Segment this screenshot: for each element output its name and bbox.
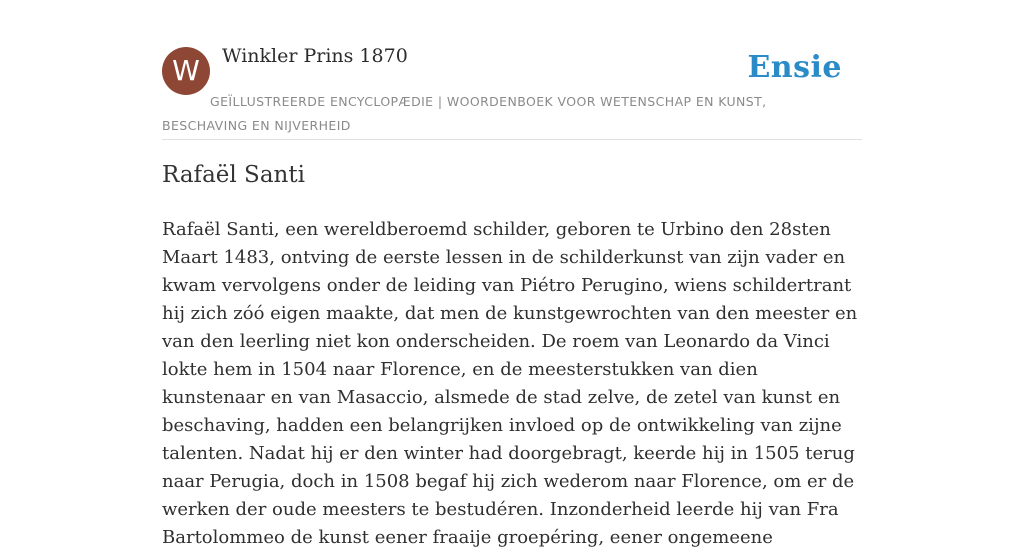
- entry-title: Rafaël Santi: [162, 162, 305, 188]
- header-divider: [162, 139, 862, 140]
- brand-logo[interactable]: Ensie: [747, 50, 842, 85]
- source-avatar: W: [162, 47, 210, 95]
- source-subtitle: GEÏLLUSTREERDE ENCYCLOPÆDIE | WOORDENBOEK VOOR WETENSCHAP EN KUNST, BESCHAVING EN NIJVERHEID: [162, 94, 767, 133]
- source-title-link[interactable]: Winkler Prins 1870: [222, 45, 408, 67]
- entry-body: Rafaël Santi, een wereldberoemd schilder, geboren te Urbino den 28sten Maart 1483, ontving de eerste lessen in de schilderkunst van zijn vader en kwam vervolgens onder de leiding van Piétro Perugino, wiens schildertrant hij zich zóó eigen maakte, dat men de kunstgewrochten van den meester en van den leerling niet kon onderscheiden. De roem van Leonardo da Vinci lokte hem in 1504 naar Florence, en de meesterstukken van dien kunstenaar en van Masaccio, alsmede de stad zelve, de zetel van kunst en beschaving, hadden een belangrijken invloed op de ontwikkeling van zijne talenten. Nadat hij er den winter had doorgebragt, keerde hij in 1505 terug naar Perugia, doch in 1508 begaf hij zich wederom naar Florence, om er de werken der oude meesters te bestudéren. Inzonderheid leerde hij van Fra Bartolommeo de kunst eener fraaije groepéring, eener ongemeene: [162, 219, 858, 548]
